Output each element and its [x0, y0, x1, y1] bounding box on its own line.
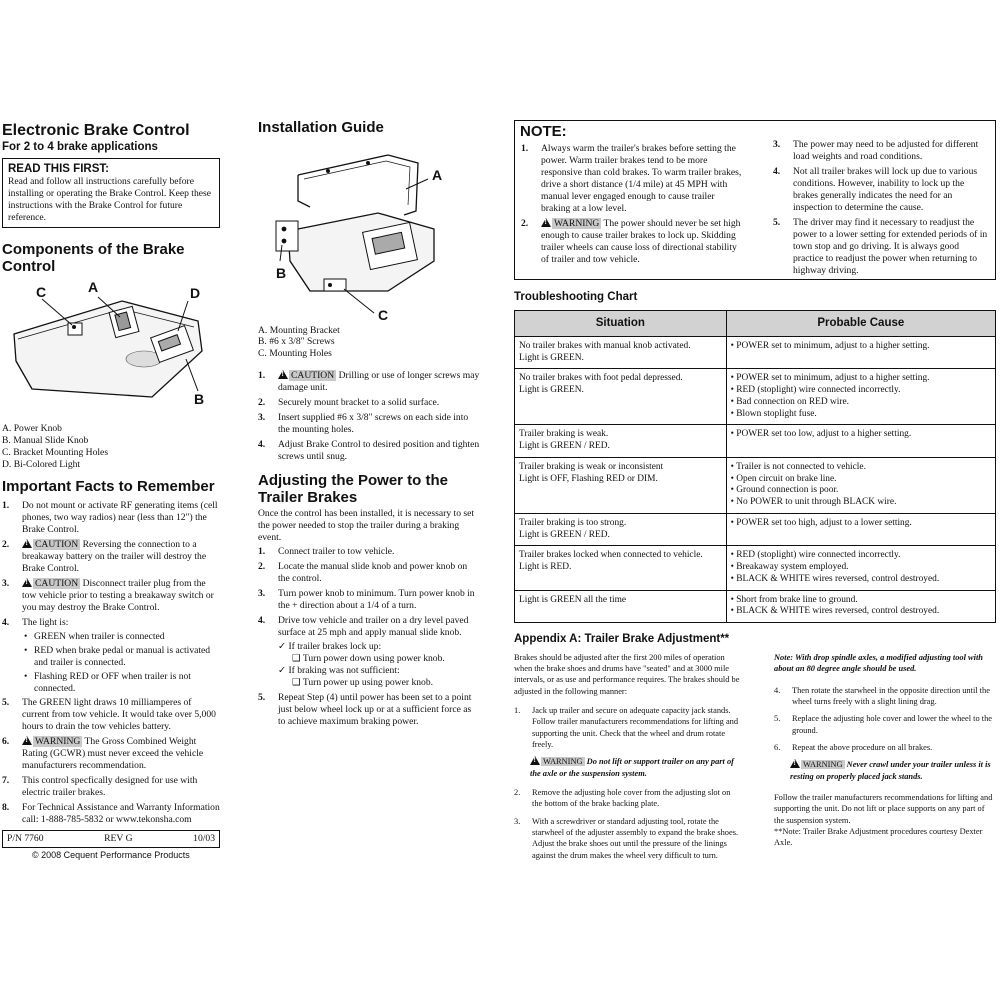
legend-item: A. Power Knob	[2, 423, 62, 435]
install-label-c: C	[378, 306, 389, 323]
list-item: 2. ! CAUTION Reversing the connection to a breakaway battery on the trailer will destroy the Brake Control.	[2, 539, 220, 575]
copyright: © 2008 Cequent Performance Products	[32, 850, 190, 861]
check-item: ✓ If braking was not sufficient:	[278, 665, 400, 677]
warning-triangle-icon	[790, 759, 800, 768]
installation-diagram	[258, 141, 480, 321]
appendix-right	[774, 652, 996, 849]
installation-steps	[258, 370, 480, 463]
note-box	[514, 120, 996, 280]
note-list-right	[773, 139, 991, 277]
list-item: 1. ! CAUTION Drilling or use of longer screws may damage unit.	[258, 370, 480, 394]
appendix-steps-left-2	[514, 787, 740, 861]
list-item: 4. Adjust Brake Control to desired position and tighten screws until snug.	[258, 439, 480, 463]
note-list-left	[521, 143, 743, 266]
note-heading: NOTE:	[520, 123, 567, 140]
cause-cell: • Short from brake line to ground. • BLACK & WHITE wires reversed, control destroyed.	[726, 590, 995, 623]
list-item: 4. Then rotate the starwheel in the opposite direction until the wheel turns freely with a slight lining drag.	[774, 685, 990, 707]
list-item: 3. Turn power knob to minimum. Turn power knob in the + direction about a 1/4 of a turn.	[258, 588, 475, 612]
list-item: 5. Replace the adjusting hole cover and lower the wheel to the ground.	[774, 714, 992, 735]
read-first-box	[2, 158, 220, 228]
revision-date: 10/03	[193, 833, 215, 845]
table-row	[515, 590, 996, 623]
list-item: 8. For Technical Assistance and Warranty Information call: 1-888-785-5832 or www.tekonsha.com	[2, 802, 220, 826]
warning-label: WARNING	[554, 217, 600, 229]
check-subitem: ❑ Turn power down using power knob.	[292, 653, 445, 665]
part-number: P/N 7760	[7, 833, 44, 845]
brake-control-drawing	[2, 279, 220, 421]
appendix-left	[514, 632, 740, 867]
appendix-intro: Brakes should be adjusted after the first 200 miles of operation when the brake shoes and drums have "seated" and at 3000 mile intervals, or as use and performance requires. The brakes should be adjusted in the following manner:	[514, 652, 740, 696]
light-states-list	[22, 631, 220, 695]
diagram-label-a: A	[88, 279, 99, 296]
warning-triangle-icon	[22, 578, 32, 587]
read-first-text: Read and follow all instructions carefully before installing or operating the Brake Control. Keep these instructions with the Brake Control for future reference.	[8, 176, 212, 224]
list-item: 2. ! WARNING The power should never be set high enough to cause trailer brakes to lock up. Skidding trailer wheels can cause loss of directional stability of trailer and tow vehicle.	[521, 218, 743, 266]
list-item: 6. ! WARNING The Gross Combined Weight Rating (GCWR) must never exceed the vehicle manufacturers recommendation.	[2, 736, 220, 772]
table-row	[515, 546, 996, 590]
list-item: 4. The light is: • GREEN when trailer is connected • RED when brake pedal or manual is activated and trailer is connected. • Flashing RED or OFF when trailer is not connected.	[2, 617, 220, 695]
appendix-steps-right	[774, 685, 996, 754]
note-column-right	[773, 139, 991, 280]
warning-label: WARNING	[543, 757, 583, 767]
troubleshooting-heading: Troubleshooting Chart	[514, 291, 638, 303]
courtesy-note: **Note: Trailer Brake Adjustment procedures courtesy Dexter Axle.	[774, 827, 983, 848]
legend-item: B. #6 x 3/8" Screws	[258, 336, 335, 348]
cause-cell: • Trailer is not connected to vehicle. • Open circuit on brake line. • Ground connection is poor. • No POWER to unit through BLACK wire.	[726, 457, 995, 513]
note-column-left	[521, 143, 743, 269]
warning-triangle-icon	[22, 539, 32, 548]
components-legend	[2, 423, 220, 471]
caution-label: CAUTION	[291, 370, 335, 382]
document-subtitle: For 2 to 4 brake applications	[2, 140, 158, 153]
checkbox-icon: ❑	[292, 653, 303, 665]
diagram-label-c: C	[36, 284, 47, 301]
warning-label: WARNING	[803, 760, 843, 770]
appendix-warning-2: !WARNING Never crawl under your trailer unless it is resting on properly placed jack stands.	[774, 759, 996, 782]
list-item: 3. With a screwdriver or standard adjusting tool, rotate the starwheel of the adjuster assembly to expand the brake shoes. Adjust the brake shoes out until the pressure of the linings against the drum makes the wheel very difficult to turn.	[514, 816, 739, 860]
warning-triangle-icon	[530, 756, 540, 765]
list-item: 2. Locate the manual slide knob and power knob on the control.	[258, 561, 468, 585]
list-item: 3. The power may need to be adjusted for different load weights and road conditions.	[773, 139, 979, 162]
table-header-row	[515, 311, 996, 336]
list-item: 1. Connect trailer to tow vehicle.	[258, 546, 395, 558]
revision: REV G	[104, 833, 133, 845]
table-row	[515, 513, 996, 546]
light-state: • Flashing RED or OFF when trailer is not connected.	[22, 671, 220, 695]
checkbox-icon: ❑	[292, 677, 303, 689]
adjusting-steps	[258, 546, 480, 728]
table-row	[515, 369, 996, 425]
important-list	[2, 500, 220, 827]
part-number-bar	[2, 830, 220, 848]
list-item: 5. The driver may find it necessary to readjust the power to a lower setting for extended periods of in town stop and go driving. It is always good practice to readjust the power when returning to highway driving.	[773, 216, 988, 276]
table-row	[515, 425, 996, 458]
components-heading: Components of the Brake Control	[2, 241, 185, 275]
adjusting-heading: Adjusting the Power to the Trailer Brakes	[258, 472, 448, 506]
appendix-warning-1: !WARNING Do not lift or support trailer on any part of the axle or the suspension system.	[514, 756, 740, 779]
list-item: 1. Always warm the trailer's brakes before setting the power. Warm trailer brakes tend to be more responsive than cold brakes. To warm trailer brakes, drive a short distance (1/4 mile) at 45 MPH with manual lever engaged enough to cause trailer braking at a low level.	[521, 143, 742, 214]
warning-triangle-icon	[22, 736, 32, 745]
list-item: 5. The GREEN light draws 10 milliamperes of current from tow vehicle. It would take over 5,000 hours to drain the tow vehicles battery.	[2, 697, 216, 733]
read-first-heading: READ THIS FIRST:	[8, 162, 109, 175]
adjusting-intro: Once the control has been installed, it is necessary to set the power needed to stop the trailer during a braking event.	[258, 508, 475, 544]
components-diagram	[2, 279, 220, 421]
light-state: • GREEN when trailer is connected	[22, 631, 220, 643]
situation-cell: No trailer brakes with foot pedal depressed. Light is GREEN.	[515, 369, 727, 425]
legend-item: B. Manual Slide Knob	[2, 435, 89, 447]
list-item: 7. This control specfically designed for use with electric trailer brakes.	[2, 775, 198, 799]
legend-item: A. Mounting Bracket	[258, 324, 340, 336]
document-title: Electronic Brake Control	[2, 122, 190, 139]
warning-label: WARNING	[35, 736, 81, 748]
light-state: • RED when brake pedal or manual is activated and trailer is connected.	[22, 645, 220, 669]
list-item: 1. Jack up trailer and secure on adequate capacity jack stands. Follow trailer manufacturers recommendations for lifting and supporting the unit. Check that the wheel and drum rotate freely.	[514, 705, 739, 749]
important-heading: Important Facts to Remember	[2, 478, 215, 496]
troubleshooting-section	[514, 290, 996, 623]
appendix-heading: Appendix A: Trailer Brake Adjustment**	[514, 633, 730, 645]
list-item: 1. Do not mount or activate RF generating items (cell phones, two way radios) near (less than 12") the Brake Control.	[2, 499, 218, 535]
column-2	[258, 120, 480, 731]
legend-item: D. Bi-Colored Light	[2, 459, 81, 471]
cause-cell: • RED (stoplight) wire connected incorrectly. • Breakaway system employed. • BLACK & WHITE wires reversed, control destroyed.	[726, 546, 995, 590]
check-subitem: ❑ Turn power up using power knob.	[292, 677, 434, 689]
checkmark-icon: ✓	[278, 665, 289, 677]
list-item: 2. Securely mount bracket to a solid surface.	[258, 397, 440, 409]
install-label-a: A	[432, 166, 443, 183]
situation-cell: Trailer braking is weak. Light is GREEN / RED.	[515, 425, 727, 458]
situation-cell: Light is GREEN all the time	[515, 590, 727, 623]
check-list	[278, 641, 480, 689]
list-item: 5. Repeat Step (4) until power has been set to a point just below wheel lock up or at a sufficient force as to achieve maximum braking power.	[258, 692, 472, 728]
list-item: 4. Drive tow vehicle and trailer on a dry level paved surface at 25 mph and apply manual slide knob. ✓ If trailer brakes lock up: ❑ Turn power down using power knob. ✓ If braking was not sufficient: ❑ Turn power up using power knob.	[258, 615, 480, 689]
legend-item: C. Mounting Holes	[258, 348, 332, 360]
legend-item: C. Bracket Mounting Holes	[2, 447, 109, 459]
caution-label: CAUTION	[35, 538, 79, 550]
mounting-bracket-drawing	[258, 141, 480, 321]
list-item: 2. Remove the adjusting hole cover from the adjusting slot on the bottom of the brake backing plate.	[514, 787, 731, 809]
cause-cell: • POWER set too low, adjust to a higher setting.	[726, 425, 995, 458]
caution-label: CAUTION	[35, 577, 79, 589]
situation-cell: No trailer brakes with manual knob activated. Light is GREEN.	[515, 336, 727, 369]
column-header-situation: Situation	[515, 311, 727, 336]
list-item: 4. Not all trailer brakes will lock up due to various conditions. However, inability to lock up the brakes generally indicates the need for an inspection to determine the cause.	[773, 165, 978, 213]
cause-cell: • POWER set too high, adjust to a lower setting.	[726, 513, 995, 546]
table-row	[515, 336, 996, 369]
cause-cell: • POWER set to minimum, adjust to a higher setting. • RED (stoplight) wire connected incorrectly. • Bad connection on RED wire. • Blown stoplight fuse.	[726, 369, 995, 425]
warning-triangle-icon	[278, 370, 288, 379]
diagram-label-b: B	[194, 391, 205, 408]
install-label-b: B	[276, 264, 287, 281]
appendix-steps-left	[514, 705, 740, 750]
table-row	[515, 457, 996, 513]
list-item: 3. Insert supplied #6 x 3/8" screws on each side into the mounting holes.	[258, 412, 469, 436]
warning-triangle-icon	[541, 218, 551, 227]
cause-cell: • POWER set to minimum, adjust to a higher setting.	[726, 336, 995, 369]
column-header-cause: Probable Cause	[726, 311, 995, 336]
situation-cell: Trailer brakes locked when connected to vehicle. Light is RED.	[515, 546, 727, 590]
list-item: 3. ! CAUTION Disconnect trailer plug from the tow vehicle prior to testing a breakaway switch or you may destroy the Brake Control.	[2, 578, 220, 614]
follow-text: Follow the trailer manufacturers recommendations for lifting and supporting the unit. Do not lift or place supports on any part of the suspension system.	[774, 793, 993, 825]
installation-legend	[258, 325, 480, 361]
list-item: 6. Repeat the above procedure on all brakes.	[774, 743, 933, 753]
troubleshooting-table	[514, 310, 996, 623]
drop-spindle-note: Note: With drop spindle axles, a modified adjusting tool with about an 80 degree angle should be used.	[774, 653, 983, 674]
checkmark-icon: ✓	[278, 641, 289, 653]
check-item: ✓ If trailer brakes lock up:	[278, 641, 382, 653]
diagram-label-d: D	[190, 285, 201, 302]
situation-cell: Trailer braking is weak or inconsistent Light is OFF, Flashing RED or DIM.	[515, 457, 727, 513]
column-1	[2, 122, 220, 862]
installation-heading: Installation Guide	[258, 119, 384, 136]
situation-cell: Trailer braking is too strong. Light is GREEN / RED.	[515, 513, 727, 546]
